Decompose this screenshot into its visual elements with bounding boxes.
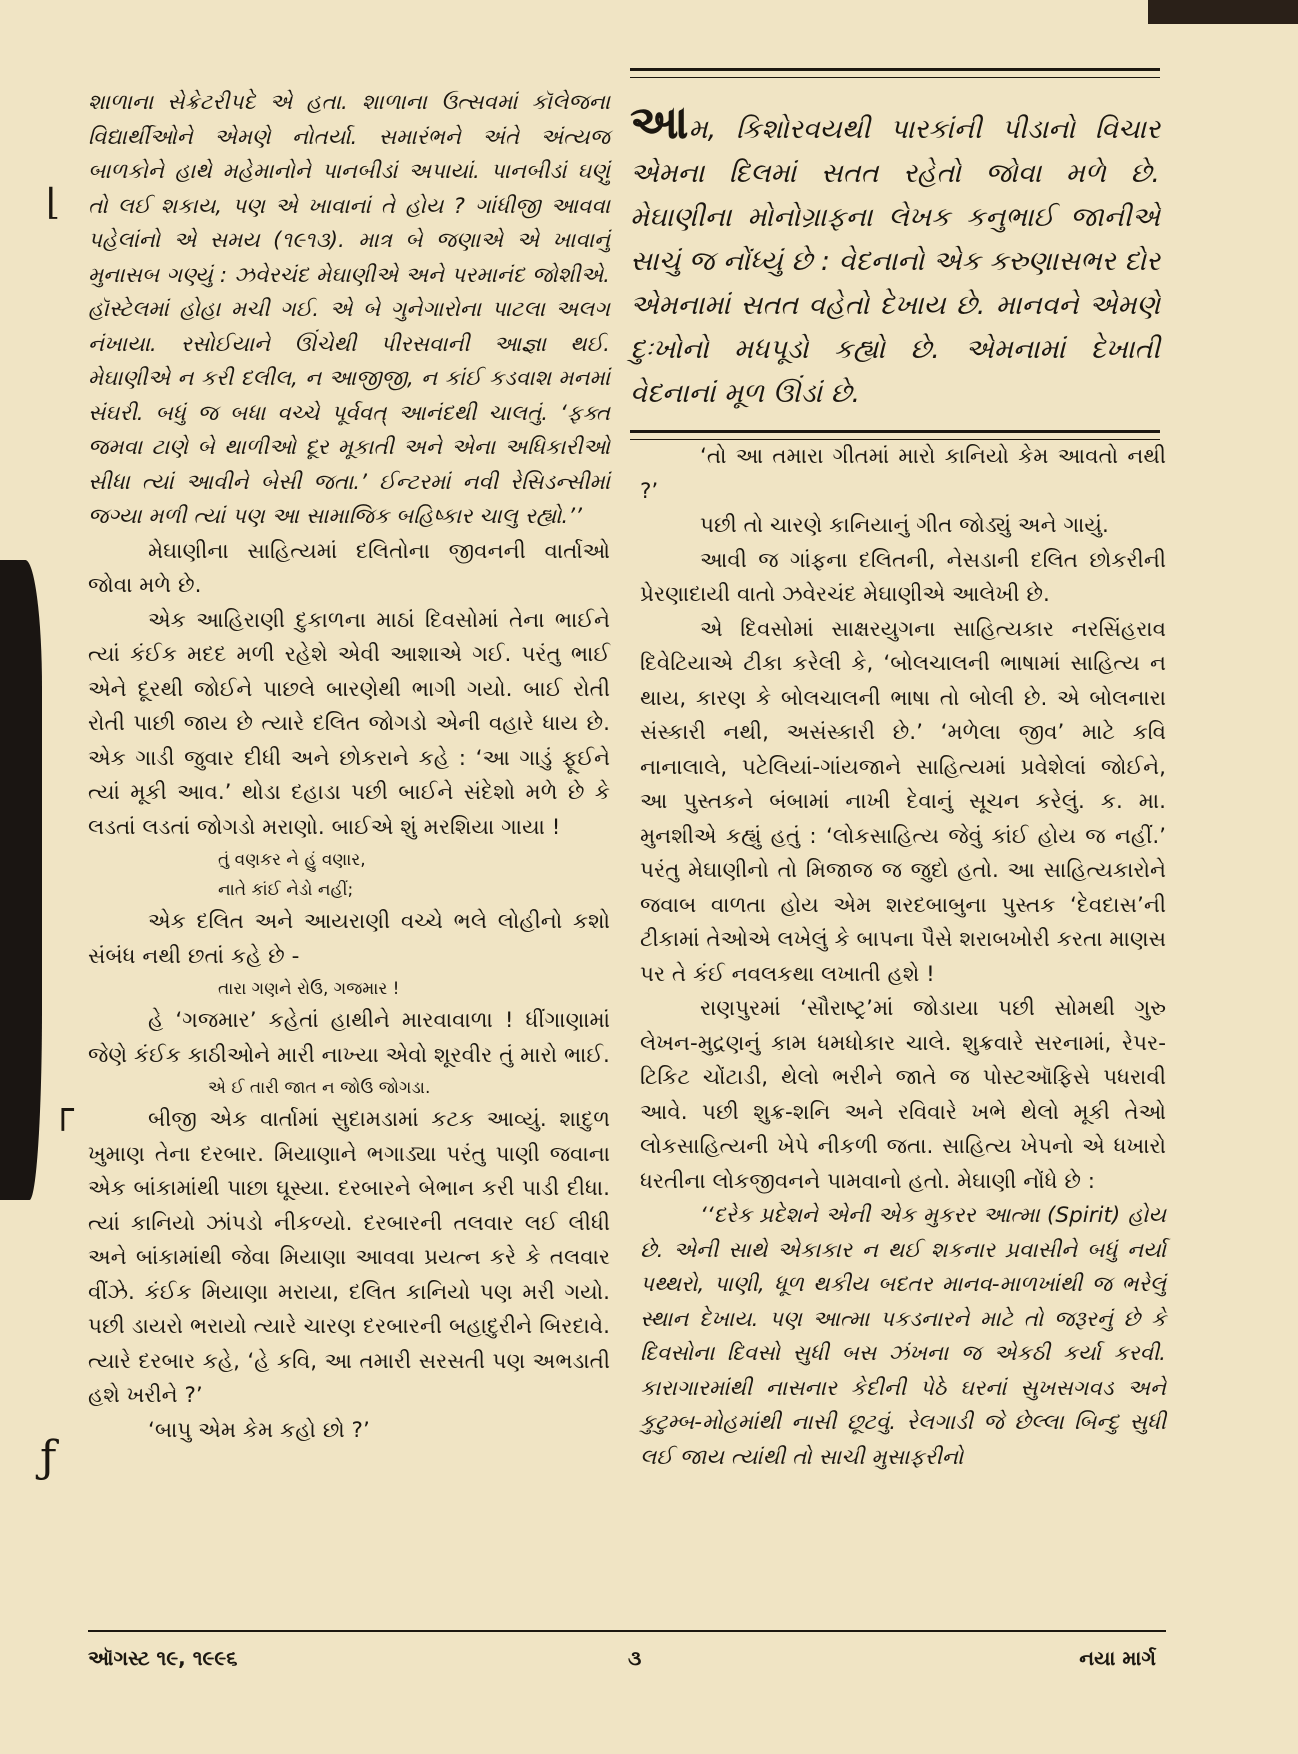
article-paragraph: હે ‘ગજમાર’ કહેતાં હાથીને મારવાવાળા ! ધીંગાણામાં જેણે કંઈક કાઠીઓને મારી નાખ્યા એવો શૂરવીર તું મારો ભાઈ. — [88, 1008, 610, 1068]
margin-pen-mark: ƒ — [40, 1432, 57, 1483]
pull-quote-bottom-rule — [630, 430, 1160, 440]
article-paragraph: મેઘાણીના સાહિત્યમાં દલિતોના જીવનની વાર્તાઓ જોવા મળે છે. — [88, 538, 610, 598]
article-paragraph: એક દલિત અને આયરાણી વચ્ચે ભલે લોહીનો કશો સંબંધ નથી છતાં કહે છે - — [88, 909, 610, 969]
article-paragraph: એક આહિરાણી દુકાળના માઠાં દિવસોમાં તેના ભાઈને ત્યાં કંઈક મદદ મળી રહેશે એવી આશાએ ગઈ. પરંતુ ભાઈ એને દૂરથી જોઈને પાછલે બારણેથી ભાગી ગયો. બાઈ રોતી રોતી પાછી જાય છે ત્યારે દલિત જોગડો એની વહારે ધાય છે. એક ગાડી જુવાર દીધી અને છોકરાને કહે : ‘આ ગાડું ફૂઈને ત્યાં મૂકી આવ.’ થોડા દહાડા પછી બાઈને સંદેશો મળે છે કે લડતાં લડતાં જોગડો મરાણો. બાઈએ શું મરશિયા ગાયા ! — [88, 607, 610, 840]
page-number: ૩ — [628, 1646, 642, 1670]
pull-quote — [630, 68, 1160, 440]
pull-quote-body: મ, કિશોરવયથી પારકાંની પીડાનો વિચાર એમના દિલમાં સતત રહેતો જોવા મળે છે. મેઘાણીના મોનોગ્રાફના લેખક કનુભાઈ જાનીએ સાચું જ નોંધ્યું છે : વેદનાનો એક કરુણાસભર દોર એમનામાં સતત વહેતો દેખાય છે. માનવને એમણે દુઃખોનો મધપૂડો કહ્યો છે. એમનામાં દેખાતી વેદનાનાં મૂળ ઊંડાં છે. — [630, 114, 1160, 409]
article-paragraph: એ દિવસોમાં સાક્ષરયુગના સાહિત્યકાર નરસિંહરાવ દિવેટિયાએ ટીકા કરેલી કે, ‘બોલચાલની ભાષામાં સાહિત્ય ન થાય, કારણ કે બોલચાલની ભાષા તો બોલી છે. એ બોલનારા સંસ્કારી નથી, અસંસ્કારી છે.’ ‘મળેલા જીવ’ માટે કવિ નાનાલાલે, પટેલિયાં-ગાંયજાને સાહિત્યમાં પ્રવેશેલાં જોઈને, આ પુસ્તકને બંબામાં નાખી દેવાનું સૂચન કરેલું. ક. મા. મુનશીએ કહ્યું હતું : ‘લોકસાહિત્ય જેવું કાંઈ હોય જ નહીં.’ પરંતુ મેઘાણીનો તો મિજાજ જ જુદો હતો. આ સાહિત્યકારોને જવાબ વાળતા હોય એમ શરદબાબુના પુસ્તક ‘દેવદાસ’ની ટીકામાં તેઓએ લખેલું કે બાપના પૈસે શરાબખોરી કરતા માણસ પર તે કંઈ નવલકથા લખાતી હશે ! — [640, 616, 1166, 987]
verse-line: એ ઈ તારી જાત ન જોઉ જોગડા. — [208, 1078, 431, 1098]
left-article-column — [88, 86, 610, 1448]
verse-line: તું વણકર ને હું વણાર, — [218, 850, 366, 870]
article-paragraph: આવી જ ગાંફના દલિતની, નેસડાની દલિત છોકરીની પ્રેરણાદાયી વાતો ઝવેરચંદ મેઘાણીએ આલેખી છે. — [640, 547, 1166, 607]
quoted-paragraph: ‘‘દરેક પ્રદેશને એની એક મુકરર આત્મા (Spirit) હોય છે. એની સાથે એકાકાર ન થઈ શકનાર પ્રવાસીને બધું નર્યા પથ્થરો, પાણી, ધૂળ થકીય બદતર માનવ-માળખાંથી જ ભરેલું સ્થાન દેખાય. પણ આત્મા પકડનારને માટે તો જરૂરનું છે કે દિવસોના દિવસો સુધી બસ ઝંખના જ એકઠી કર્યા કરવી. કારાગારમાંથી નાસનાર કેદીની પેઠે ઘરનાં સુખસગવડ અને કુટુમ્બ-મોહમાંથી નાસી છૂટવું. રેલગાડી જે છેલ્લા બિન્દુ સુધી લઈ જાય ત્યાંથી તો સાચી મુસાફરીનો — [640, 1203, 1166, 1470]
article-paragraph: ‘તો આ તમારા ગીતમાં મારો કાનિયો કેમ આવતો નથી ?’ — [640, 444, 1166, 504]
pull-quote-text — [630, 95, 1160, 416]
article-paragraph: બીજી એક વાર્તામાં સુદામડામાં કટક આવ્યું. શાદુળ ખુમાણ તેના દરબાર. મિયાણાને ભગાડ્યા પરંતુ પાણી જવાના એક બાંકામાંથી પાછા ઘૂસ્યા. દરબારને બેભાન કરી પાડી દીધા. ત્યાં કાનિયો ઝાંપડો નીકળ્યો. દરબારની તલવાર લઈ લીધી અને બાંકામાંથી જેવા મિયાણા આવવા પ્રયત્ન કરે કે તલવાર વીંઝે. કંઈક મિયાણા મરાયા, દલિત કાનિયો પણ મરી ગયો. પછી ડાયરો ભરાયો ત્યારે ચારણ દરબારની બહાદુરીને બિરદાવે. ત્યારે દરબાર કહે, ‘હે કવિ, આ તમારી સરસતી પણ અભડાતી હશે ખરીને ?’ — [88, 1107, 610, 1408]
verse-line: તારા ગણને રોઉ, ગજમાર ! — [218, 979, 400, 999]
article-paragraph: પછી તો ચારણે કાનિયાનું ગીત જોડ્યું અને ગાયું. — [700, 513, 1109, 538]
torn-paper-corner — [1148, 0, 1298, 24]
magazine-name: નયા માર્ગ — [1079, 1646, 1156, 1670]
article-paragraph: રાણપુરમાં ‘સૌરાષ્ટ્ર’માં જોડાયા પછી સોમથી ગુરુ લેખન-મુદ્રણનું કામ ધમધોકાર ચાલે. શુક્રવારે સરનામાં, રેપર-ટિકિટ ચોંટાડી, થેલો ભરીને જાતે જ પોસ્ટઑફિસે પધરાવી આવે. પછી શુક્ર-શનિ અને રવિવારે ખભે થેલો મૂકી તેઓ લોકસાહિત્યની ખેપે નીકળી જતા. સાહિત્ય ખેપનો એ ધખારો ધરતીના લોકજીવનને પામવાનો હતો. મેઘાણી નોંધે છે : — [640, 996, 1166, 1194]
article-paragraph: ‘બાપુ એમ કેમ કહો છો ?’ — [148, 1417, 370, 1443]
right-article-column — [640, 440, 1166, 1475]
article-paragraph: શાળાના સેક્રેટરીપદે એ હતા. શાળાના ઉત્સવમાં કૉલેજના વિદ્યાર્થીઓને એમણે નોતર્યા. સમારંભને અંતે અંત્યજ બાળકોને હાથે મહેમાનોને પાનબીડાં અપાયાં. પાનબીડાં ઘણું તો લઈ શકાય, પણ એ ખાવાનાં તે હોય ? ગાંધીજી આવવા પહેલાંનો એ સમય (૧૯૧૩). માત્ર બે જણાએ એ ખાવાનું મુનાસબ ગણ્યું : ઝવેરચંદ મેઘાણીએ અને પરમાનંદ જોશીએ. હૉસ્ટેલમાં હોહા મચી ગઈ. એ બે ગુનેગારોના પાટલા અલગ નંખાયા. રસોઈયાને ઊંચેથી પીરસવાની આજ્ઞા થઈ. મેઘાણીએ ન કરી દલીલ, ન આજીજી, ન કાંઈ કડવાશ મનમાં સંઘરી. બધું જ બધા વચ્ચે પૂર્વવત્ આનંદથી ચાલતું. ‘ફક્ત જમવા ટાણે બે થાળીઓ દૂર મૂકાતી અને એના અધિકારીઓ સીધા ત્યાં આવીને બેસી જતા.’ ઈન્ટરમાં નવી રેસિડન્સીમાં જગ્યા મળી ત્યાં પણ આ સામાજિક બહિષ્કાર ચાલુ રહ્યો.’’ — [88, 90, 610, 529]
margin-pen-mark: ⌊ — [46, 182, 61, 223]
issue-date: ઑગસ્ટ ૧૯, ૧૯૯૬ — [88, 1646, 238, 1670]
page-footer — [88, 1630, 1166, 1670]
torn-paper-edge — [0, 560, 42, 1200]
margin-pen-mark: ┌ — [52, 1090, 74, 1131]
verse-line: નાતે કાંઈ નેડો નહીં; — [218, 880, 354, 900]
drop-cap: આ — [630, 95, 689, 149]
pull-quote-top-rule — [630, 68, 1160, 78]
